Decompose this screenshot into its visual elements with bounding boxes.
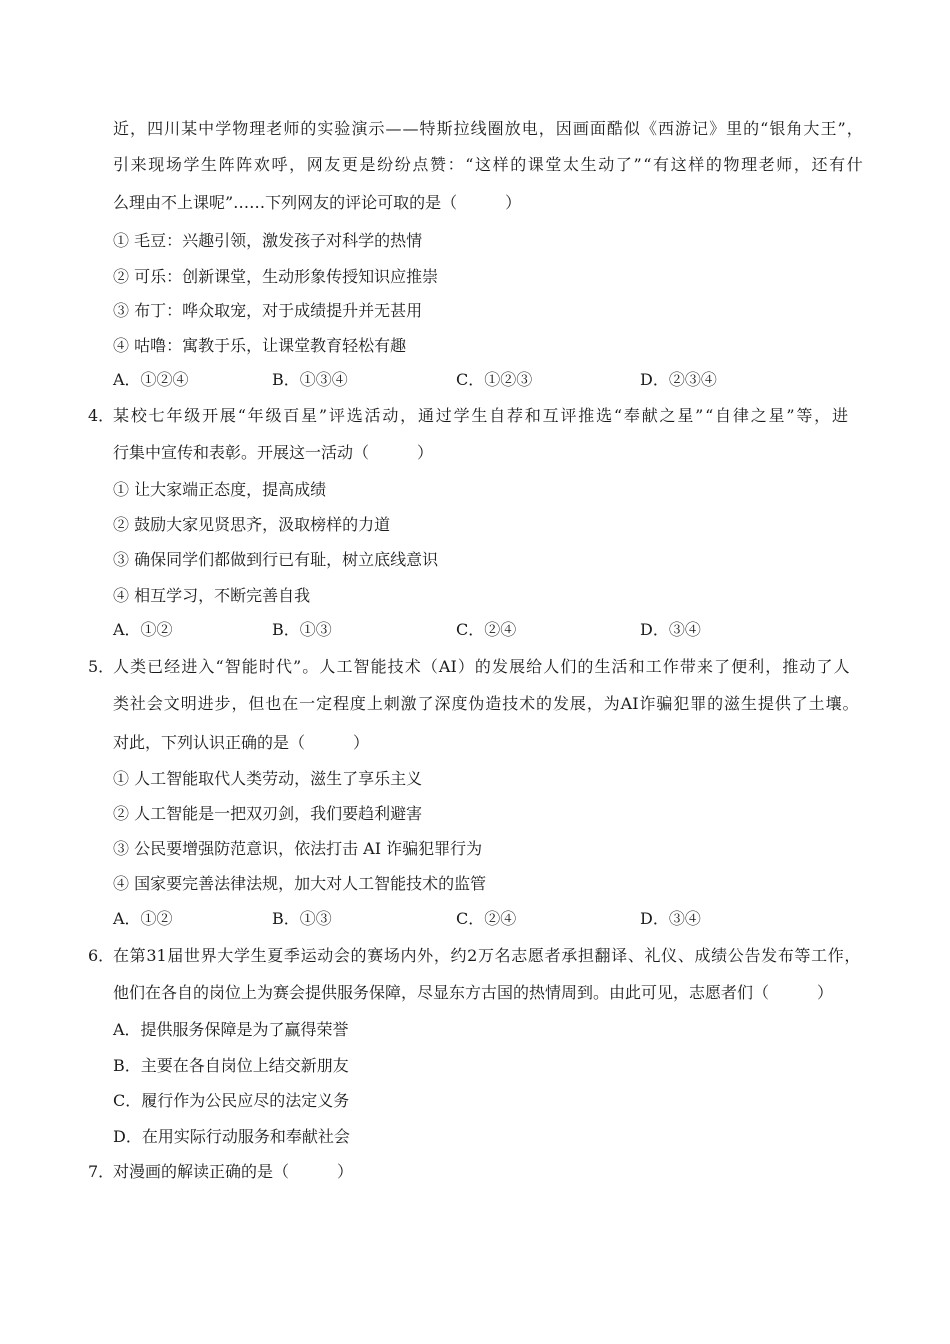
question-stem-line: 对漫画的解读正确的是（ ） [113,1162,354,1181]
question-stem-line: 行集中宣传和表彰。开展这一活动（ ） [113,443,434,462]
statement-item: ③ 布丁：哗众取宠，对于成绩提升并无甚用 [113,301,423,320]
question-number: 6． [88,946,115,965]
question-stem-line: 么理由不上课呢”……下列网友的评论可取的是（ ） [113,193,522,212]
answer-option-a: A．①② [113,620,173,639]
question-stem-line: 类 社 会 文 明 进 步 ， 但 也 在 一 定 程 度 上 刺 激 了 深 度 伪 造 技 术 的 发 展 ， 为 AI 诈 骗 犯 罪 的 滋 生 提 供 了 土 壤 。 [113,694,859,713]
answer-option-a: A．①②④ [113,370,189,389]
statement-item: ② 人工智能是一把双刃剑，我们要趋利避害 [113,804,423,823]
answer-option-a: A．提供服务保障是为了赢得荣誉 [113,1020,349,1039]
question-stem-line: 他们在各自的岗位上为赛会提供服务保障，尽显东方古国的热情周到。由此可见，志愿者们（ ） [113,983,834,1002]
question-number: 5． [88,657,115,676]
answer-option-b: B．①③④ [272,370,348,389]
answer-option-b: B．①③ [272,620,332,639]
statement-item: ④ 国家要完善法律法规，加大对人工智能技术的监管 [113,874,487,893]
answer-option-d: D．在用实际行动服务和奉献社会 [113,1127,350,1146]
answer-option-d: D．③④ [640,909,701,928]
answer-option-c: C．履行作为公民应尽的法定义务 [113,1091,350,1110]
statement-item: ③ 公民要增强防范意识，依法打击 AI 诈骗犯罪行为 [113,839,483,858]
statement-item: ② 可乐：创新课堂，生动形象传授知识应推崇 [113,267,439,286]
question-number: 7． [88,1162,115,1181]
question-stem-line: 对此，下列认识正确的是（ ） [113,733,370,752]
question-stem-line: 近 ， 四 川 某 中 学 物 理 老 师 的 实 验 演 示 — — 特 斯 拉 线 圈 放 电 ， 因 画 面 酷 似 《 西 游 记 》 里 的 “ 银 角 大 王 ” ， [113,119,863,138]
question-stem-line: 人 类 已 经 进 入 “ 智 能 时 代 ” 。 人 工 智 能 技 术 （ AI ） 的 发 展 给 人 们 的 生 活 和 工 作 带 来 了 便 利 ， 推 动 了 人 [113,657,850,676]
statement-item: ④ 相互学习，不断完善自我 [113,586,311,605]
statement-item: ① 让大家端正态度，提高成绩 [113,480,327,499]
answer-option-d: D．③④ [640,620,701,639]
question-number: 4． [88,406,115,425]
answer-option-c: C．②④ [456,909,517,928]
answer-option-c: C．②④ [456,620,517,639]
question-stem-line: 某 校 七 年 级 开 展 “ 年 级 百 星 ” 评 选 活 动 ， 通 过 学 生 自 荐 和 互 评 推 选 “ 奉 献 之 星 ” “ 自 律 之 星 ” 等 ， 进 [113,406,848,425]
statement-item: ② 鼓励大家见贤思齐，汲取榜样的力道 [113,515,391,534]
answer-option-a: A．①② [113,909,173,928]
statement-item: ① 人工智能取代人类劳动，滋生了享乐主义 [113,769,423,788]
answer-option-d: D．②③④ [640,370,717,389]
answer-option-b: B．主要在各自岗位上结交新朋友 [113,1056,349,1075]
answer-option-b: B．①③ [272,909,332,928]
statement-item: ① 毛豆：兴趣引领，激发孩子对科学的热情 [113,231,423,250]
statement-item: ③ 确保同学们都做到行已有耻，树立底线意识 [113,550,439,569]
question-stem-line: 引 来 现 场 学 生 阵 阵 欢 呼 ， 网 友 更 是 纷 纷 点 赞 ： “ 这 样 的 课 堂 太 生 动 了 ” “ 有 这 样 的 物 理 老 师 ， 还 有 什 [113,155,863,174]
statement-item: ④ 咕噜：寓教于乐，让课堂教育轻松有趣 [113,336,407,355]
question-stem-line: 在 第 31 届 世 界 大 学 生 夏 季 运 动 会 的 赛 场 内 外 ， 约 2 万 名 志 愿 者 承 担 翻 译 、 礼 仪 、 成 绩 公 告 发 布 等 工 作 ， [113,946,861,965]
answer-option-c: C．①②③ [456,370,533,389]
